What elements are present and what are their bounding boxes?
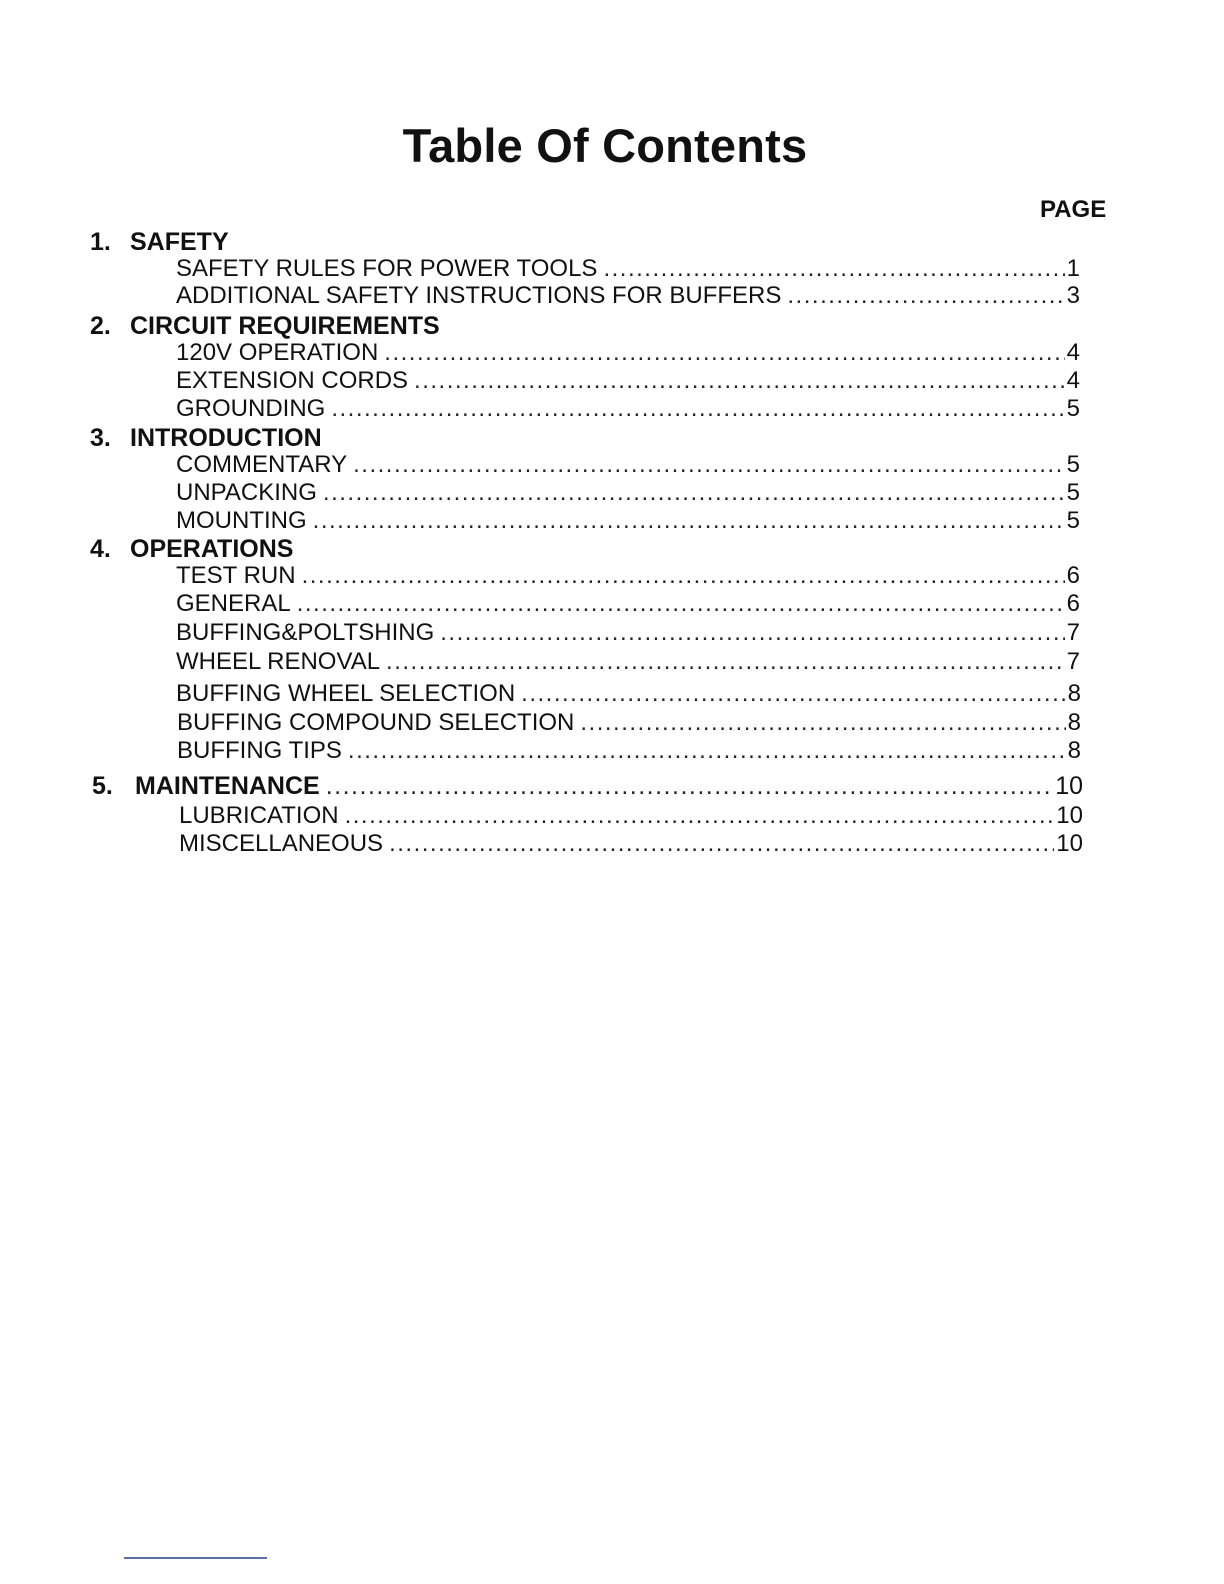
toc-entry[interactable]: [179, 830, 1083, 858]
toc-entry-page: 8: [1067, 709, 1081, 736]
section-number: 1.: [90, 228, 111, 256]
toc-entry-label: BUFFING COMPOUND SELECTION: [177, 709, 575, 736]
dot-leader: [345, 802, 1055, 830]
toc-entry-label: BUFFING&POLTSHING: [176, 619, 435, 646]
dot-leader: [326, 772, 1053, 801]
section-title: INTRODUCTION: [130, 424, 322, 452]
toc-entry-page: 4: [1066, 367, 1080, 394]
toc-entry[interactable]: [176, 479, 1080, 507]
dot-leader: [384, 339, 1064, 367]
toc-entry-label: UNPACKING: [176, 479, 317, 506]
dot-leader: [348, 737, 1066, 765]
page-title: Table Of Contents: [402, 119, 808, 172]
toc-entry-label: GENERAL: [176, 590, 291, 617]
dot-leader: [302, 562, 1065, 590]
dot-leader: [389, 830, 1054, 858]
toc-entry-page: 5: [1066, 395, 1080, 422]
toc-entry-page: 6: [1066, 590, 1080, 617]
toc-entry[interactable]: [176, 680, 1081, 708]
toc-entry-label: MISCELLANEOUS: [179, 830, 384, 857]
toc-entry-page: 10: [1055, 772, 1083, 800]
section-title: MAINTENANCE: [135, 772, 320, 800]
toc-entry-page: 8: [1067, 737, 1081, 764]
dot-leader: [323, 479, 1065, 507]
section-number: 5.: [92, 772, 113, 800]
toc-entry[interactable]: [177, 709, 1081, 737]
toc-entry-page: 5: [1066, 479, 1080, 506]
toc-entry[interactable]: [176, 255, 1080, 283]
dot-leader: [353, 451, 1065, 479]
toc-entry-label: LUBRICATION: [179, 802, 339, 829]
section-heading-operations: [90, 535, 293, 564]
toc-entry[interactable]: [179, 802, 1083, 830]
section-title: CIRCUIT REQUIREMENTS: [130, 312, 440, 340]
bottom-divider: [124, 1557, 267, 1559]
toc-entry-page: 4: [1066, 339, 1080, 366]
dot-leader: [787, 282, 1064, 310]
toc-entry-label: GROUNDING: [176, 395, 326, 422]
toc-entry[interactable]: [176, 507, 1080, 535]
toc-entry[interactable]: [177, 737, 1081, 765]
toc-entry-page: 10: [1056, 830, 1083, 857]
toc-entry-label: BUFFING WHEEL SELECTION: [176, 680, 516, 707]
toc-entry-page: 8: [1067, 680, 1081, 707]
section-heading-maintenance[interactable]: [92, 772, 1083, 801]
section-heading-introduction: [90, 424, 322, 453]
toc-entry[interactable]: [176, 648, 1080, 676]
toc-entry-page: 3: [1066, 282, 1080, 309]
toc-entry-page: 5: [1066, 451, 1080, 478]
page-column-header: PAGE: [1040, 196, 1107, 223]
toc-entry[interactable]: [176, 619, 1080, 647]
section-title: SAFETY: [130, 228, 229, 256]
toc-entry-label: EXTENSION CORDS: [176, 367, 409, 394]
toc-entry-label: TEST RUN: [176, 562, 296, 589]
toc-entry[interactable]: [176, 282, 1080, 310]
toc-entry-label: MOUNTING: [176, 507, 307, 534]
dot-leader: [521, 680, 1065, 708]
toc-entry[interactable]: [176, 590, 1080, 618]
toc-entry-page: 5: [1066, 507, 1080, 534]
dot-leader: [414, 367, 1065, 395]
toc-entry-page: 10: [1056, 802, 1083, 829]
toc-entry-page: 7: [1066, 619, 1080, 646]
section-title: OPERATIONS: [130, 535, 294, 563]
toc-entry-label: BUFFING TIPS: [177, 737, 342, 764]
toc-entry-label: WHEEL RENOVAL: [176, 648, 381, 675]
toc-entry[interactable]: [176, 339, 1080, 367]
section-number: 4.: [90, 535, 111, 563]
toc-entry-label: 120V OPERATION: [176, 339, 379, 366]
section-heading-safety: [90, 228, 229, 257]
toc-entry-label: ADDITIONAL SAFETY INSTRUCTIONS FOR BUFFERS: [176, 282, 782, 309]
toc-entry-page: 1: [1066, 255, 1080, 282]
section-heading-circuit-requirements: [90, 312, 440, 341]
toc-entry[interactable]: [176, 451, 1080, 479]
toc-entry-label: SAFETY RULES FOR POWER TOOLS: [176, 255, 598, 282]
toc-entry-label: COMMENTARY: [176, 451, 348, 478]
section-number: 3.: [90, 424, 111, 452]
dot-leader: [331, 395, 1064, 423]
dot-leader: [440, 619, 1064, 647]
dot-leader: [313, 507, 1065, 535]
dot-leader: [603, 255, 1064, 283]
dot-leader: [580, 709, 1065, 737]
section-number: 2.: [90, 312, 111, 340]
dot-leader: [297, 590, 1065, 618]
toc-entry[interactable]: [176, 562, 1080, 590]
toc-entry-page: 6: [1066, 562, 1080, 589]
dot-leader: [386, 648, 1065, 676]
toc-entry-page: 7: [1066, 648, 1080, 675]
toc-entry[interactable]: [176, 395, 1080, 423]
toc-entry[interactable]: [176, 367, 1080, 395]
